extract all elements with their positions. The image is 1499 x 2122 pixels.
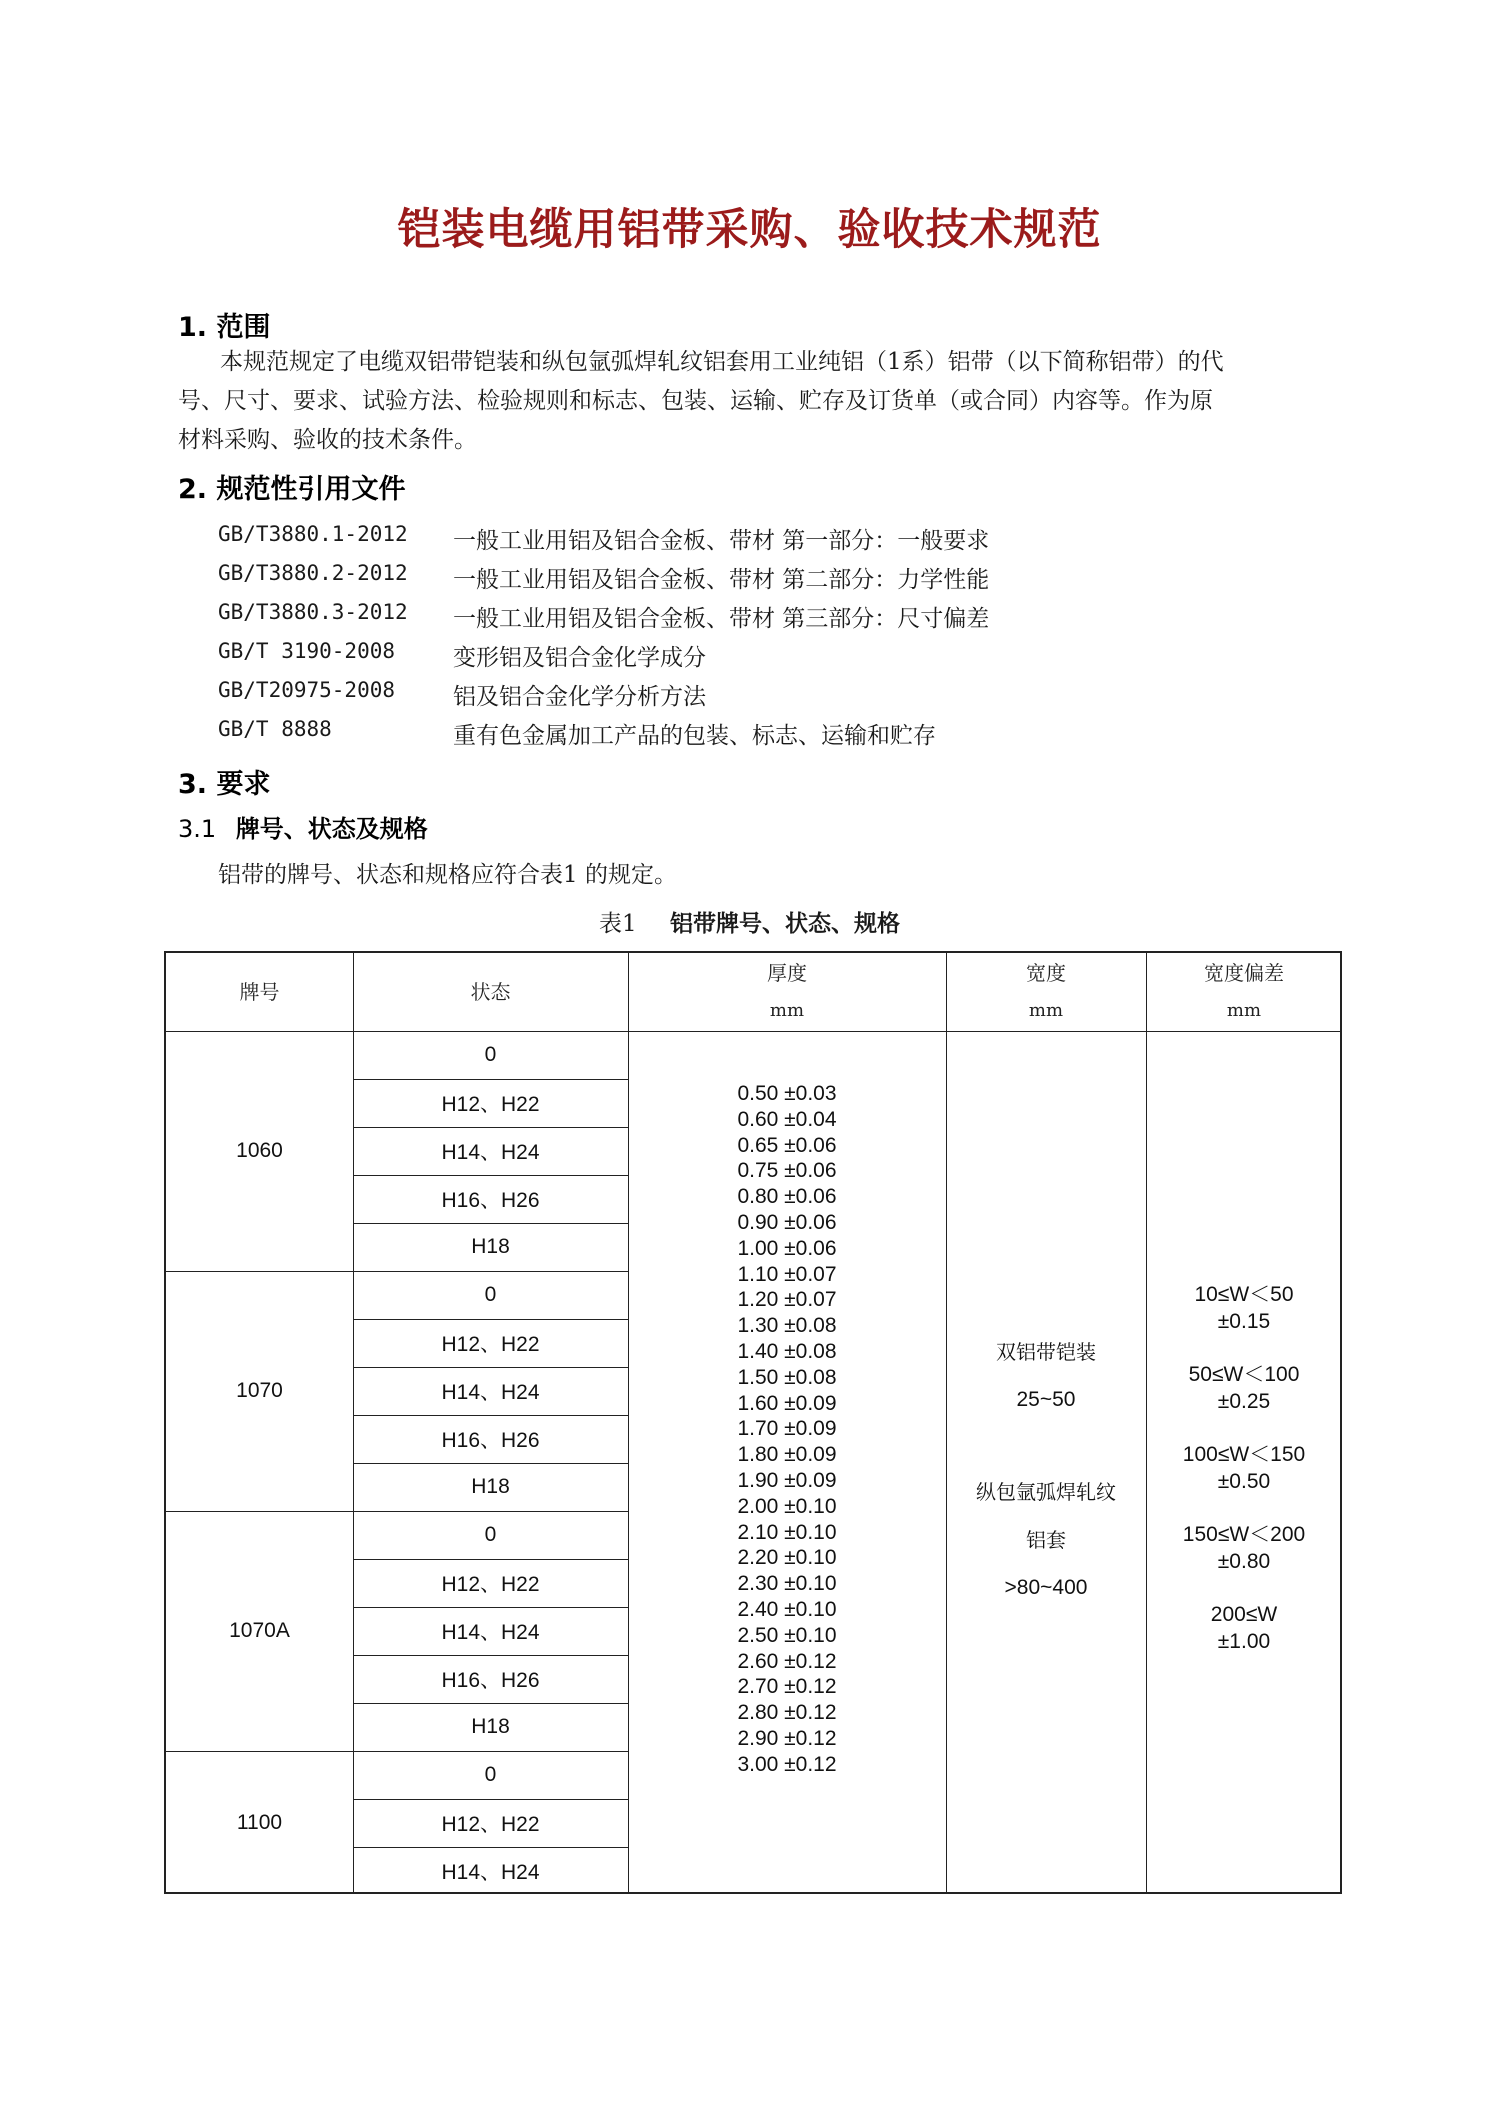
- width-deviation-tolerance: ±0.50: [1217, 1470, 1271, 1493]
- width-deviation-tolerance: ±1.00: [1217, 1630, 1271, 1653]
- spec-table: [164, 951, 1342, 1894]
- section-1-heading: 1. 范围: [178, 312, 271, 343]
- width-deviation-range: 50≤W＜100: [1188, 1363, 1300, 1386]
- width-armor-label: 双铝带铠装: [996, 1340, 1096, 1364]
- state-cell: H12、H22: [441, 1573, 540, 1596]
- width-sheath-range: >80~400: [1004, 1576, 1088, 1599]
- subsection-title: 牌号、状态及规格: [235, 815, 428, 843]
- width-armor-range: 25~50: [1016, 1388, 1076, 1411]
- width-cell: [946, 1031, 1146, 1895]
- table-caption: [0, 905, 1499, 938]
- thickness-value: 1.60 ±0.09: [737, 1391, 837, 1415]
- width-deviation-tolerance: ±0.80: [1217, 1550, 1271, 1573]
- section-3-heading: 3. 要求: [178, 769, 271, 800]
- reference-code: GB/T20975-2008: [218, 678, 396, 702]
- reference-code: GB/T3880.3-2012: [218, 600, 408, 624]
- grade-cell: 1060: [236, 1139, 283, 1162]
- width-deviation-range: 100≤W＜150: [1182, 1443, 1306, 1466]
- grade-cell: 1070A: [229, 1619, 290, 1642]
- width-deviation-group: [1183, 1521, 1305, 1575]
- reference-name: 一般工业用铝及铝合金板、带材 第二部分：力学性能: [453, 567, 990, 593]
- thickness-value: 2.60 ±0.12: [737, 1649, 837, 1673]
- state-cell: H14、H24: [441, 1381, 540, 1404]
- table-caption-number: 表1: [599, 911, 637, 937]
- width-deviation-group: [1183, 1441, 1305, 1495]
- state-cell: H12、H22: [441, 1093, 540, 1116]
- thickness-list: [737, 1081, 836, 1778]
- reference-name: 重有色金属加工产品的包装、标志、运输和贮存: [453, 723, 936, 749]
- thickness-value: 0.65 ±0.06: [737, 1133, 837, 1157]
- state-cell: H14、H24: [441, 1621, 540, 1644]
- scope-line-1: 本规范规定了电缆双铝带铠装和纵包氩弧焊轧纹铝套用工业纯铝（1系）铝带（以下简称铝带）的代: [220, 349, 1224, 375]
- thickness-value: 0.60 ±0.04: [737, 1107, 837, 1131]
- reference-name: 一般工业用铝及铝合金板、带材 第一部分：一般要求: [453, 528, 990, 554]
- reference-code: GB/T3880.2-2012: [218, 561, 408, 585]
- width-sheath-label-line-2: 铝套: [1026, 1528, 1066, 1552]
- state-cell: H18: [471, 1475, 510, 1498]
- grade-cell: 1100: [236, 1811, 283, 1834]
- width-deviation-range: 150≤W＜200: [1182, 1523, 1306, 1546]
- thickness-value: 2.80 ±0.12: [737, 1701, 837, 1725]
- state-cell: H12、H22: [441, 1813, 540, 1836]
- state-cell: H16、H26: [441, 1669, 540, 1692]
- state-cell: H16、H26: [441, 1429, 540, 1452]
- width-deviation-tolerance: ±0.25: [1217, 1390, 1271, 1413]
- thickness-value: 1.10 ±0.07: [737, 1262, 837, 1286]
- header-state: 状态: [470, 980, 511, 1004]
- state-cell: H14、H24: [441, 1861, 540, 1884]
- state-cell: H18: [471, 1715, 510, 1738]
- width-deviation-cell: [1146, 1031, 1342, 1895]
- state-cell: 0: [484, 1763, 497, 1786]
- width-deviation-range: 200≤W: [1210, 1603, 1278, 1626]
- thickness-value: 3.00 ±0.12: [737, 1752, 837, 1776]
- thickness-value: 1.90 ±0.09: [737, 1468, 837, 1492]
- state-cell: H12、H22: [441, 1333, 540, 1356]
- width-deviation-range: 10≤W＜50: [1194, 1283, 1294, 1306]
- thickness-value: 1.40 ±0.08: [737, 1339, 837, 1363]
- thickness-value: 2.50 ±0.10: [737, 1623, 837, 1647]
- document-title: 铠装电缆用铝带采购、验收技术规范: [397, 205, 1102, 255]
- reference-code: GB/T 3190-2008: [218, 639, 396, 663]
- state-cell: 0: [484, 1283, 497, 1306]
- section-2-heading: 2. 规范性引用文件: [178, 474, 406, 505]
- thickness-value: 2.90 ±0.12: [737, 1726, 837, 1750]
- thickness-value: 1.50 ±0.08: [737, 1365, 837, 1389]
- thickness-value: 2.30 ±0.10: [737, 1572, 837, 1596]
- thickness-value: 1.30 ±0.08: [737, 1314, 837, 1338]
- reference-code: GB/T3880.1-2012: [218, 522, 408, 546]
- reference-name: 铝及铝合金化学分析方法: [453, 684, 706, 710]
- scope-line-3: 材料采购、验收的技术条件。: [178, 427, 477, 453]
- thickness-value: 0.50 ±0.03: [737, 1082, 837, 1105]
- scope-paragraph: [178, 343, 1348, 460]
- state-cell: H18: [471, 1235, 510, 1258]
- width-sheath-label-line-1: 纵包氩弧焊轧纹: [976, 1480, 1116, 1504]
- state-cell: H16、H26: [441, 1189, 540, 1212]
- thickness-value: 1.20 ±0.07: [737, 1288, 837, 1312]
- state-cell: 0: [484, 1523, 497, 1546]
- grade-cell: 1070: [236, 1379, 283, 1402]
- subsection-3-1-heading: [178, 809, 428, 844]
- width-deviation-group: [1211, 1601, 1277, 1655]
- thickness-value: 2.00 ±0.10: [737, 1494, 837, 1518]
- table-caption-title: 铝带牌号、状态、规格: [669, 911, 900, 937]
- reference-name: 变形铝及铝合金化学成分: [453, 645, 706, 671]
- thickness-value: 0.80 ±0.06: [737, 1185, 837, 1209]
- thickness-value: 0.90 ±0.06: [737, 1210, 837, 1234]
- header-grade: 牌号: [239, 980, 280, 1004]
- header-thickness: 厚度 mm: [767, 961, 807, 1021]
- thickness-value: 1.80 ±0.09: [737, 1443, 837, 1467]
- thickness-value: 1.00 ±0.06: [737, 1236, 837, 1260]
- thickness-value: 0.75 ±0.06: [737, 1159, 837, 1183]
- thickness-value: 2.40 ±0.10: [737, 1597, 837, 1621]
- header-width-deviation: 宽度偏差 mm: [1204, 961, 1284, 1021]
- thickness-value: 1.70 ±0.09: [737, 1417, 837, 1441]
- table-reference-sentence: 铝带的牌号、状态和规格应符合表1 的规定。: [218, 862, 677, 888]
- thickness-value: 2.10 ±0.10: [737, 1520, 837, 1544]
- reference-code: GB/T 8888: [218, 717, 332, 741]
- subsection-number: 3.1: [178, 815, 217, 843]
- thickness-value: 2.70 ±0.12: [737, 1675, 837, 1699]
- header-width: 宽度 mm: [1026, 961, 1066, 1021]
- state-cell: H14、H24: [441, 1141, 540, 1164]
- thickness-value: 2.20 ±0.10: [737, 1546, 837, 1570]
- thickness-cell: [628, 1081, 946, 1797]
- reference-name: 一般工业用铝及铝合金板、带材 第三部分：尺寸偏差: [453, 606, 990, 632]
- width-deviation-tolerance: ±0.15: [1217, 1310, 1271, 1333]
- width-deviation-group: [1194, 1281, 1293, 1335]
- scope-line-2: 号、尺寸、要求、试验方法、检验规则和标志、包装、运输、贮存及订货单（或合同）内容等。作为原: [178, 388, 1213, 414]
- width-deviation-group: [1189, 1361, 1300, 1415]
- state-cell: 0: [484, 1043, 497, 1066]
